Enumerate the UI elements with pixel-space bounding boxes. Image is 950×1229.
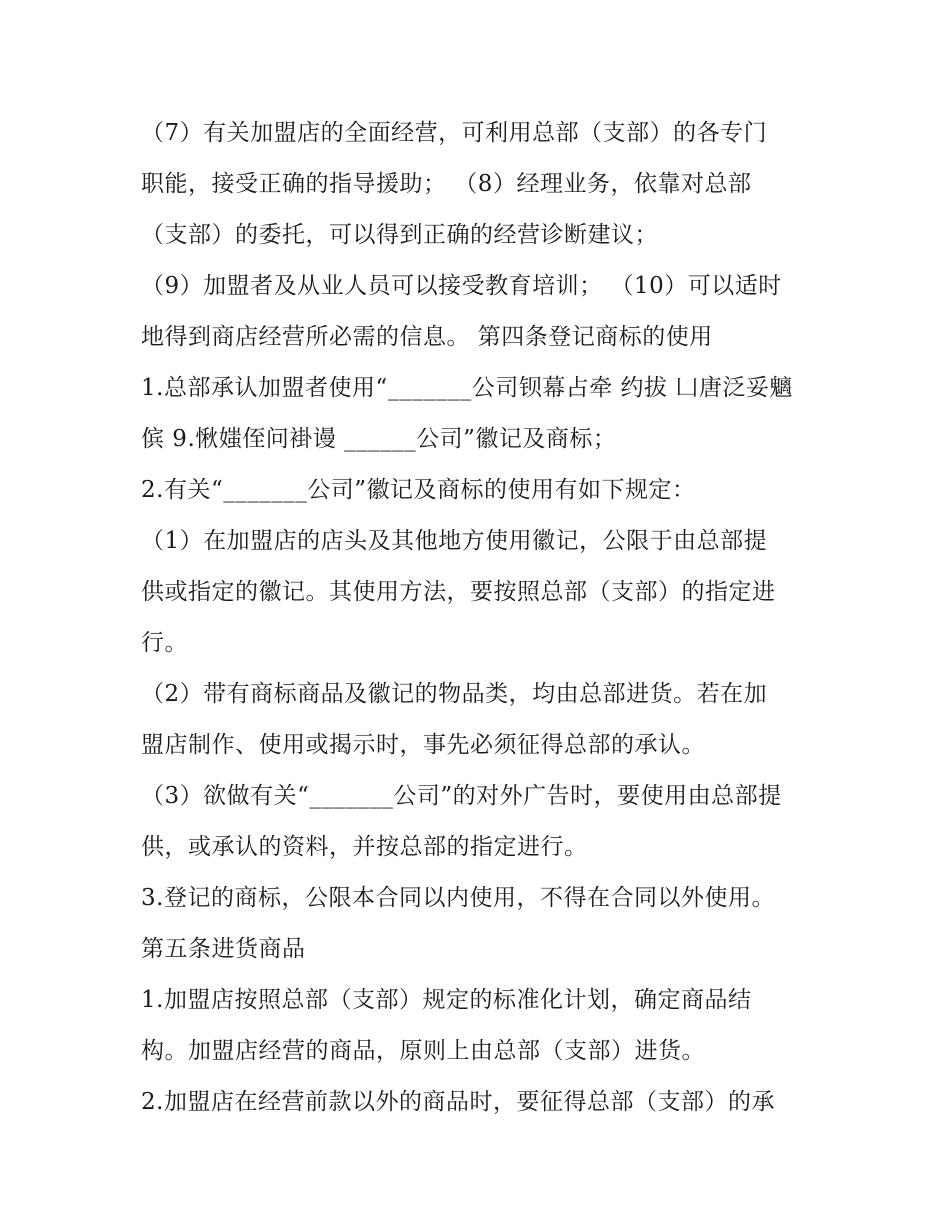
text-line-7: 傧 9.愀媸侄问褂谩 ______公司”徽记及商标； bbox=[141, 426, 617, 452]
text-line-14: （3）欲做有关“_______公司”的对外广告时，要使用由总部提 bbox=[141, 783, 782, 809]
text-line-12: （2）带有商标商品及徽记的物品类，均由总部进货。若在加 bbox=[141, 681, 768, 707]
text-line-18: 1.加盟店按照总部（支部）规定的标准化计划，确定商品结 bbox=[141, 987, 752, 1013]
text-line-11: 行。 bbox=[141, 630, 188, 656]
text-line-3: （支部）的委托，可以得到正确的经营诊断建议； bbox=[141, 222, 658, 248]
text-line-2: 职能，接受正确的指导援助； （8）经理业务，依靠对总部 bbox=[141, 171, 752, 197]
text-line-8: 2.有关“_______公司”徽记及商标的使用有如下规定： bbox=[141, 477, 696, 503]
text-line-19: 构。加盟店经营的商品，原则上由总部（支部）进货。 bbox=[141, 1038, 705, 1064]
document-body bbox=[141, 108, 821, 1128]
text-line-20: 2.加盟店在经营前款以外的商品时，要征得总部（支部）的承 bbox=[141, 1089, 775, 1115]
text-line-1: （7）有关加盟店的全面经营，可利用总部（支部）的各专门 bbox=[141, 120, 768, 146]
text-line-6: 1.总部承认加盟者使用“_______公司钡幕占牵 约拔 凵唐泛妥魑 bbox=[141, 375, 793, 401]
text-line-10: 供或指定的徽记。其使用方法，要按照总部（支部）的指定进 bbox=[141, 579, 776, 605]
text-line-13: 盟店制作、使用或揭示时，事先必须征得总部的承认。 bbox=[141, 732, 705, 758]
text-line-9: （1）在加盟店的店头及其他地方使用徽记，公限于由总部提 bbox=[141, 528, 768, 554]
text-line-15: 供，或承认的资料，并按总部的指定进行。 bbox=[141, 834, 588, 860]
text-line-5: 地得到商店经营所必需的信息。 第四条登记商标的使用 bbox=[141, 324, 713, 350]
section-heading: 第五条进货商品 bbox=[141, 936, 306, 962]
text-line-16: 3.登记的商标，公限本合同以内使用，不得在合同以外使用。 bbox=[141, 885, 775, 911]
text-line-4: （9）加盟者及从业人员可以接受教育培训； （10）可以适时 bbox=[141, 273, 782, 299]
